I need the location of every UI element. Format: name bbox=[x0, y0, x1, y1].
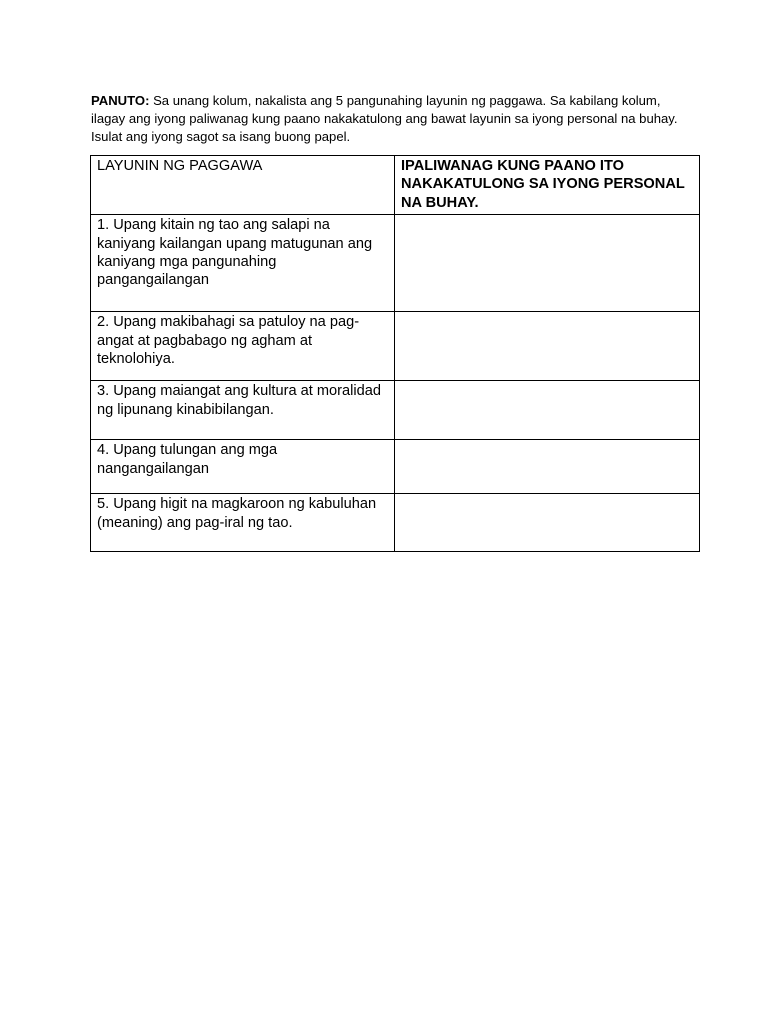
instructions-line-1: Sa unang kolum, nakalista ang 5 pangunahing layunin ng paggawa. Sa kabilang bbox=[153, 93, 619, 108]
header-paliwanag-label: IPALIWANAG KUNG PAANO ITO NAKAKATULONG SA IYONG PERSONAL NA BUHAY. bbox=[401, 158, 685, 211]
instructions-line-2: kolum, ilagay ang iyong paliwanag kung paano nakakatulong ang bawat layunin sa iyong bbox=[91, 93, 661, 126]
table-row bbox=[91, 312, 700, 381]
layunin-cell-2: 2. Upang makibahagi sa patuloy na pag-angat at pagbabago ng agham at teknolohiya. bbox=[91, 312, 395, 381]
header-layunin bbox=[91, 156, 395, 215]
table-row bbox=[91, 440, 700, 494]
header-paliwanag bbox=[395, 156, 700, 215]
layunin-cell-3: 3. Upang maiangat ang kultura at moralidad ng lipunang kinabibilangan. bbox=[91, 381, 395, 440]
header-layunin-label: LAYUNIN NG PAGGAWA bbox=[97, 158, 263, 174]
paliwanag-cell-5[interactable] bbox=[395, 494, 700, 552]
table-row bbox=[91, 494, 700, 552]
layunin-cell-5: 5. Upang higit na magkaroon ng kabuluhan (meaning) ang pag-iral ng tao. bbox=[91, 494, 395, 552]
layunin-cell-4: 4. Upang tulungan ang mga nangangailangan bbox=[91, 440, 395, 494]
instructions-line-3: personal na buhay. Isulat ang iyong sagot sa isang buong papel. bbox=[91, 111, 678, 144]
table-row bbox=[91, 381, 700, 440]
paliwanag-cell-4[interactable] bbox=[395, 440, 700, 494]
worksheet-table bbox=[90, 155, 700, 552]
table-row bbox=[91, 215, 700, 312]
paliwanag-cell-2[interactable] bbox=[395, 312, 700, 381]
table-header-row bbox=[91, 156, 700, 215]
instructions-paragraph bbox=[91, 92, 691, 146]
paliwanag-cell-3[interactable] bbox=[395, 381, 700, 440]
paliwanag-cell-1[interactable] bbox=[395, 215, 700, 312]
instructions-label: PANUTO: bbox=[91, 93, 150, 108]
layunin-cell-1: 1. Upang kitain ng tao ang salapi na kaniyang kailangan upang matugunan ang kaniyang mga pangunahing pangangailangan bbox=[91, 215, 395, 312]
